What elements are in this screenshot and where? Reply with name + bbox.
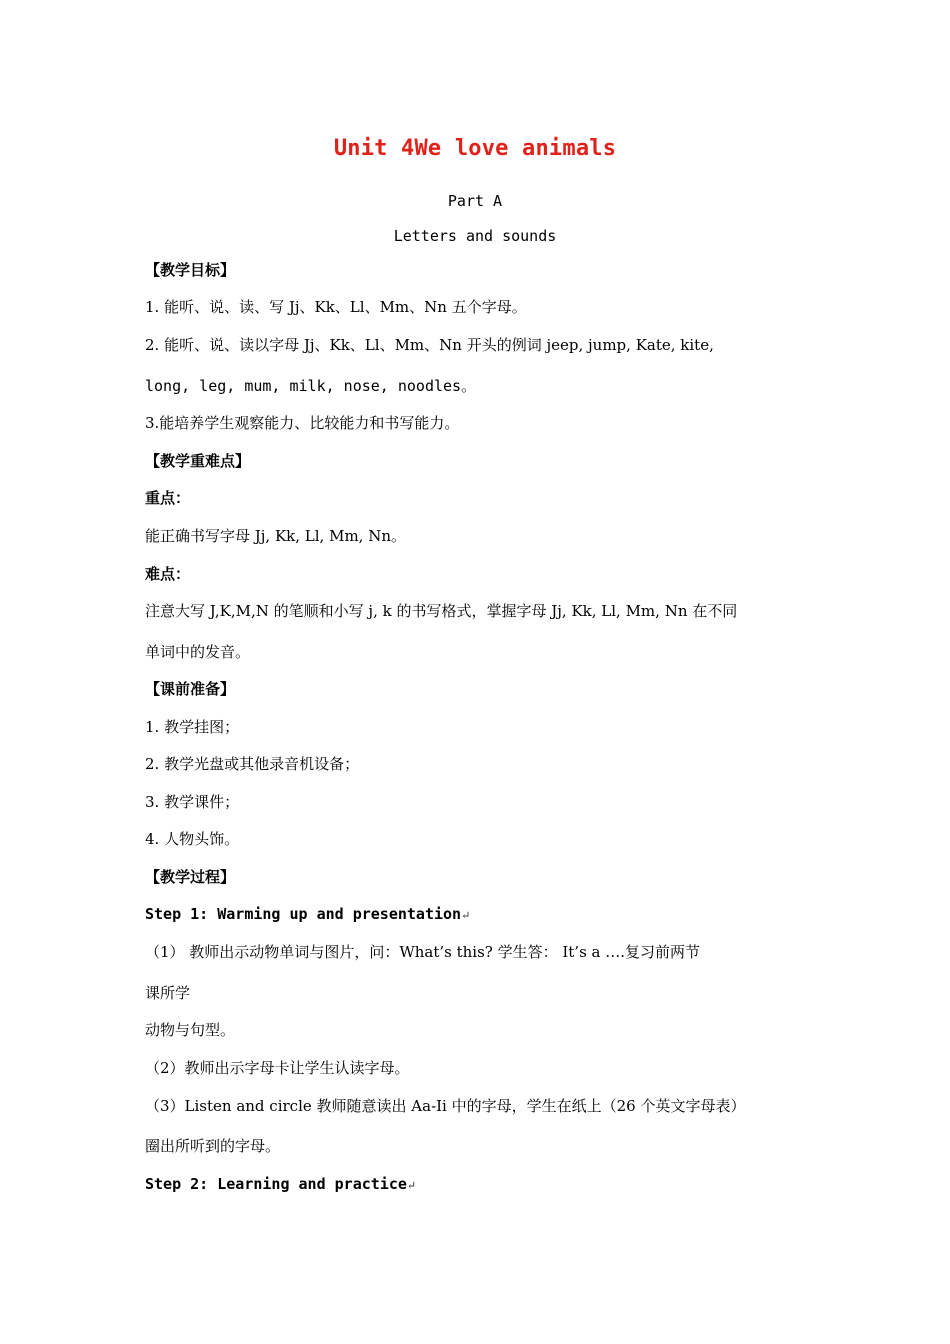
preparation-item: 4. 人物头饰。	[145, 830, 240, 848]
objectives-heading: 【教学目标】	[145, 261, 236, 279]
preparation-item: 3. 教学课件；	[145, 793, 240, 811]
key-text: 能正确书写字母 Jj, Kk, Ll, Mm, Nn。	[145, 527, 406, 545]
difficult-label: 难点：	[145, 565, 191, 583]
step-1-heading	[145, 904, 825, 926]
page-title: Unit 4We love animals	[333, 136, 617, 161]
difficult-text-continued: 单词中的发音。	[145, 643, 251, 661]
step-2-heading	[145, 1174, 825, 1196]
step-1-text: （1） 教师出示动物单词与图片，问：What’s this? 学生答： It’s a ….复习前两节	[145, 943, 701, 961]
objective-item: 1. 能听、说、读、写 Jj、Kk、Ll、Mm、Nn 五个字母。	[145, 298, 527, 316]
subtitle: Letters and sounds	[393, 227, 557, 245]
preparation-item: 1. 教学挂图；	[145, 718, 240, 736]
preparation-heading: 【课前准备】	[145, 680, 236, 698]
step-1-title: Step 1: Warming up and presentation	[145, 905, 462, 923]
step-1-text-continued: 圈出所听到的字母。	[145, 1137, 281, 1155]
paragraph-mark-icon: ↵	[461, 909, 471, 922]
step-2-title: Step 2: Learning and practice	[145, 1175, 407, 1193]
preparation-item: 2. 教学光盘或其他录音机设备；	[145, 755, 360, 773]
objective-item-continued: long, leg, mum, milk, nose, noodles。	[145, 377, 477, 395]
part-label: Part A	[447, 192, 503, 210]
keypoints-heading: 【教学重难点】	[145, 452, 251, 470]
objective-item: 2. 能听、说、读以字母 Jj、Kk、Ll、Mm、Nn 开头的例词 jeep, jump, Kate, kite,	[145, 336, 714, 354]
step-1-text: （3）Listen and circle 教师随意读出 Aa-Ii 中的字母，学生在纸上（26 个英文字母表）	[145, 1097, 746, 1115]
objective-item: 3.能培养学生观察能力、比较能力和书写能力。	[145, 414, 460, 432]
key-label: 重点：	[145, 489, 191, 507]
step-1-text: （2）教师出示字母卡让学生认读字母。	[145, 1059, 410, 1077]
difficult-text: 注意大写 J,K,M,N 的笔顺和小写 j, k 的书写格式，掌握字母 Jj, Kk, Ll, Mm, Nn 在不同	[145, 602, 738, 620]
step-1-text-continued: 动物与句型。	[145, 1021, 236, 1039]
step-1-text-continued: 课所学	[145, 984, 191, 1002]
paragraph-mark-icon: ↵	[406, 1179, 417, 1192]
process-heading: 【教学过程】	[145, 868, 236, 886]
